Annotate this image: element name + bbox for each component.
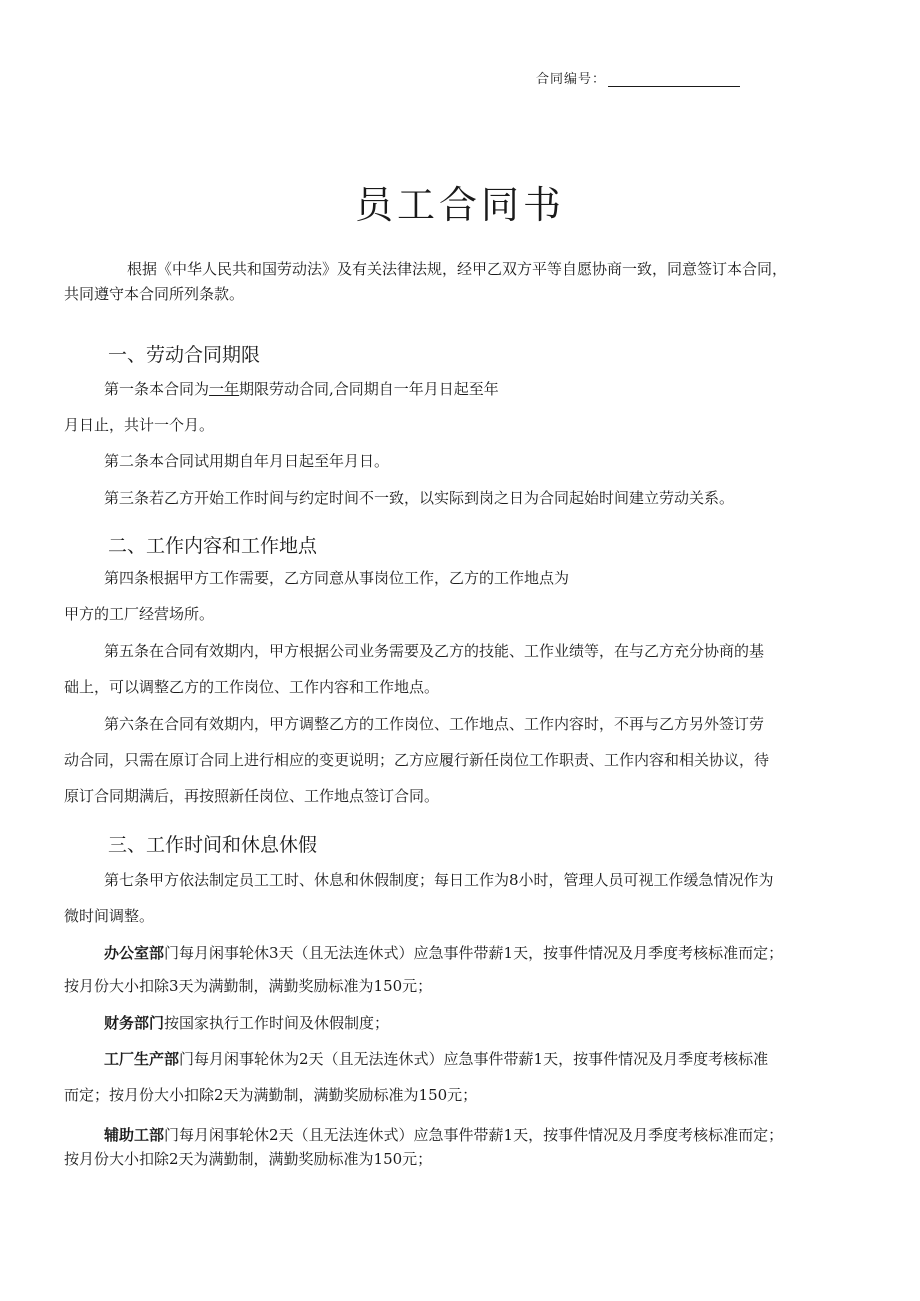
finance-dept-label: 财务部门 (104, 1014, 165, 1032)
factory-dept-line-2: 而定；按月份大小扣除2天为满勤制，满勤奖励标准为150元； (64, 1086, 478, 1104)
contract-number-label: 合同编号： (536, 72, 607, 87)
contract-number (536, 68, 740, 87)
office-dept-line-1 (104, 942, 783, 965)
aux-dept-text-1: 门每月闲事轮休2天（且无法连休式）应急事件带薪1天，按事件情况及月季度考核标准而定； (164, 1126, 784, 1144)
article-1-part-b: 期限劳动合同,合同期自一年月日起至年 (239, 380, 499, 398)
factory-dept-text-1: 门每月闲事轮休为2天（且无法连休式）应急事件带薪1天，按事件情况及月季度考核标准 (179, 1050, 769, 1068)
article-5-line-1: 第五条在合同有效期内，甲方根据公司业务需要及乙方的技能、工作业绩等，在与乙方充分协商的基 (104, 642, 765, 660)
article-1-term: 一年 (209, 380, 240, 398)
article-6-line-3: 原订合同期满后，再按照新任岗位、工作地点签订合同。 (64, 787, 440, 805)
document-title: 员工合同书 (354, 183, 565, 227)
section-3-heading: 三、工作时间和休息休假 (108, 834, 318, 856)
aux-dept-line-1 (104, 1124, 783, 1147)
aux-dept-line-2: 按月份大小扣除2天为满勤制，满勤奖励标准为150元； (64, 1150, 433, 1168)
article-2: 第二条本合同试用期自年月日起至年月日。 (104, 452, 390, 470)
article-4-line-2: 甲方的工厂经营场所。 (64, 605, 215, 623)
article-4-line-1: 第四条根据甲方工作需要，乙方同意从事岗位工作，乙方的工作地点为 (104, 569, 570, 587)
article-1-line-1 (104, 378, 499, 401)
office-dept-text-1: 门每月闲事轮休3天（且无法连休式）应急事件带薪1天，按事件情况及月季度考核标准而定； (164, 944, 784, 962)
article-7-line-1: 第七条甲方依法制定员工工时、休息和休假制度；每日工作为8小时，管理人员可视工作缓急情况作为 (104, 871, 774, 889)
factory-dept-label: 工厂生产部 (104, 1050, 180, 1068)
factory-dept-line-1 (104, 1048, 768, 1071)
article-6-line-2: 动合同，只需在原订合同上进行相应的变更说明；乙方应履行新任岗位工作职责、工作内容和相关协议，待 (64, 751, 770, 769)
contract-number-blank (608, 74, 740, 87)
section-2-heading: 二、工作内容和工作地点 (108, 535, 318, 557)
aux-dept-label: 辅助工部 (104, 1126, 165, 1144)
article-3: 第三条若乙方开始工作时间与约定时间不一致，以实际到岗之日为合同起始时间建立劳动关系。 (104, 489, 735, 507)
office-dept-label: 办公室部 (104, 944, 165, 962)
intro-line-1: 根据《中华人民共和国劳动法》及有关法律法规，经甲乙双方平等自愿协商一致，同意签订本合同， (127, 260, 788, 278)
article-1-part-a: 第一条本合同为 (104, 380, 210, 398)
finance-dept-line (104, 1012, 389, 1035)
article-5-line-2: 础上，可以调整乙方的工作岗位、工作内容和工作地点。 (64, 678, 440, 696)
office-dept-line-2: 按月份大小扣除3天为满勤制，满勤奖励标准为150元； (64, 977, 433, 995)
article-7-line-2: 微时间调整。 (64, 907, 155, 925)
article-1-line-2: 月日止，共计一个月。 (64, 416, 215, 434)
section-1-heading: 一、劳动合同期限 (108, 344, 261, 366)
article-6-line-1: 第六条在合同有效期内，甲方调整乙方的工作岗位、工作地点、工作内容时，不再与乙方另外签订劳 (104, 715, 765, 733)
finance-dept-text: 按国家执行工作时间及休假制度； (164, 1014, 390, 1032)
intro-line-2: 共同遵守本合同所列条款。 (64, 285, 245, 303)
